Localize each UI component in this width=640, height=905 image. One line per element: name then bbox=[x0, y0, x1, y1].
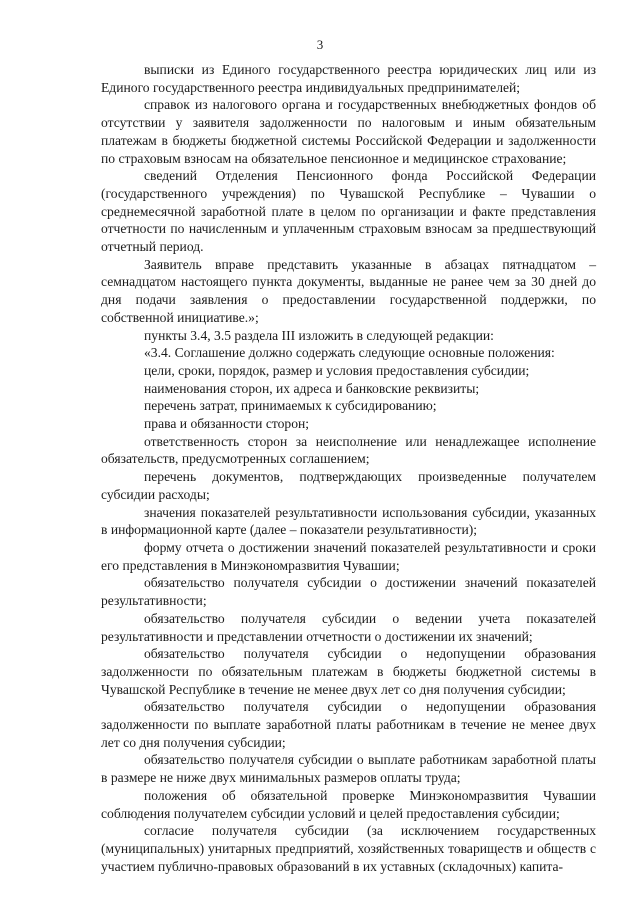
paragraph: Заявитель вправе представить указанные в абзацах пятнадцатом – семнадцатом настоящего пункта документы, выданные не ранее чем за 30 дней до дня подачи заявления о предоставлении государственной поддержки, по собственной инициативе.»; bbox=[101, 256, 596, 325]
document-body bbox=[101, 61, 596, 875]
paragraph: обязательство получателя субсидии о выплате работникам заработной платы в размере не ниже двух минимальных размеров оплаты труда; bbox=[101, 752, 596, 786]
paragraph: сведений Отделения Пенсионного фонда Российской Федерации (государственного учреждения) по Чувашской Республике – Чувашии о среднемесячной заработной плате в целом по организации и факте представления отчетности по начисленным и уплаченным страховым взносам за предшествующий отчетный период. bbox=[101, 168, 596, 255]
paragraph: форму отчета о достижении значений показателей результативности и сроки его представления в Минэкономразвития Чувашии; bbox=[101, 539, 596, 573]
paragraph: «3.4. Соглашение должно содержать следующие основные положения: bbox=[144, 345, 555, 361]
paragraph: обязательство получателя субсидии о недопущении образования задолженности по обязательным платежам в бюджеты бюджетной системы в Чувашской Республике в течение не менее двух лет со дня получения субсидии; bbox=[101, 646, 596, 697]
paragraph: выписки из Единого государственного реестра юридических лиц или из Единого государственного реестра индивидуальных предпринимателей; bbox=[101, 62, 596, 95]
paragraph: цели, сроки, порядок, размер и условия предоставления субсидии; bbox=[144, 362, 530, 378]
paragraph: согласие получателя субсидии (за исключением государственных (муниципальных) унитарных предприятий, хозяйственных товариществ и обществ с участием публично-правовых образований в их уставных (складочных) капита- bbox=[101, 823, 596, 874]
paragraph: положения об обязательной проверке Минэкономразвития Чувашии соблюдения получателем субсидии условий и целей предоставления субсидии; bbox=[101, 787, 596, 821]
paragraph: обязательство получателя субсидии о достижении значений показателей результативности; bbox=[101, 575, 596, 609]
paragraph: наименования сторон, их адреса и банковские реквизиты; bbox=[144, 380, 480, 396]
paragraph: пункты 3.4, 3.5 раздела III изложить в следующей редакции: bbox=[144, 327, 494, 343]
paragraph: перечень документов, подтверждающих произведенные получателем субсидии расходы; bbox=[101, 469, 596, 502]
paragraph: ответственность сторон за неисполнение или ненадлежащее исполнение обязательств, предусмотренных соглашением; bbox=[101, 433, 596, 467]
paragraph: справок из налогового органа и государственных внебюджетных фондов об отсутствии у заявителя задолженности по налоговым и иным обязательным платежам в бюджеты бюджетной системы Российской Федерации и задолженности по страховым взносам на обязательное пенсионное и медицинское страхование; bbox=[101, 97, 596, 166]
paragraph: обязательство получателя субсидии о недопущении образования задолженности по выплате заработной платы работникам в течение не менее двух лет со дня получения субсидии; bbox=[101, 699, 596, 750]
paragraph: значения показателей результативности использования субсидии, указанных в информационной карте (далее – показатели результативности); bbox=[101, 504, 596, 538]
page-number: 3 bbox=[316, 37, 324, 52]
paragraph: обязательство получателя субсидии о ведении учета показателей результативности и представлении отчетности о достижении их значений; bbox=[101, 610, 596, 644]
paragraph: перечень затрат, принимаемых к субсидированию; bbox=[144, 398, 437, 414]
paragraph: права и обязанности сторон; bbox=[144, 416, 310, 432]
